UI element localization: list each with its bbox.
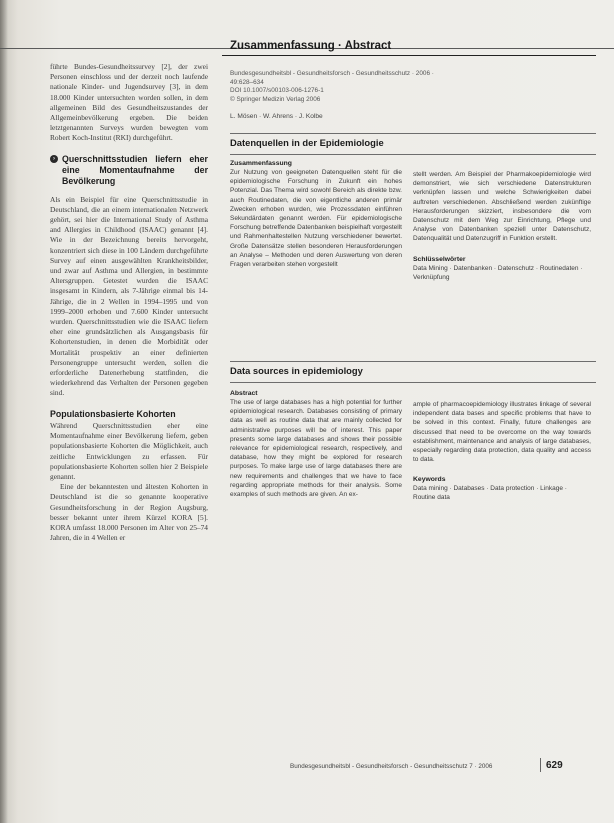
meta-line: DOI 10.1007/s00103-006-1276-1 xyxy=(230,87,324,95)
abstract-text-en-2: ample of pharmacoepidemiology illustrates linkage of several independent data bases and specific problems that have to be solved in this context. Finally, future challenges are discussed that need to be overcome on the way towards establishment, maintenance and analysis of large databases, especially regarding data protection, data quality and access to data. xyxy=(413,401,591,464)
section-heading-cross-sectional xyxy=(50,154,208,187)
abstract-en-col2 xyxy=(413,400,591,502)
meta-line: © Springer Medizin Verlag 2006 xyxy=(230,95,321,103)
divider xyxy=(230,154,596,155)
meta-line: Bundesgesundheitsbl - Gesundheitsforsch - Gesundheitsschutz · 2006 · 49:628–634 xyxy=(230,70,434,86)
page-number: 629 xyxy=(546,760,563,771)
footer-separator xyxy=(540,758,541,772)
section-heading-cohorts: Populationsbasierte Kohorten xyxy=(50,408,176,419)
abstract-text-de-1: Zur Nutzung von geeigneten Datenquellen steht für die epidemiologische Forschung in Zukunft ein hohes Potenzial. Das Thema wird sowohl Bereich als direkte bzw. auch Routinedaten, die von eigentliche anderen primär Zwecken erhoben wurden, wie Prozessdaten einführen Sekundärdaten genannt werden. Für epidemiologische Forschung betreffende Datenbanken beispielhaft vorgestellt und Rahmenhaltestellen Nutzung verschiedener bewertet. Große Datensätze stellen besonderen Herausforderungen an Analyse – Methoden und deren Auswertung von deren Fragen verarbeiten stehen vorgestellt xyxy=(230,169,402,269)
authors: L. Mösen · W. Ahrens · J. Kolbe xyxy=(230,113,323,120)
section-bullet-icon: › xyxy=(50,155,58,163)
abstract-de-col1 xyxy=(230,160,402,269)
intro-paragraph: führte Bundes-Gesundheitssurvey [2], der zwei Personen einschloss und der derzeit noch laufende nationale Kinder- und Jugendsurvey [3], in dem 18.000 Kinder untersuchten worden sollen, in dem allgemeinen Bild des Gesundheitszustandes der Allgemeinbevölkerung ergeben. Die beiden letztgenannten Surveys wurden bewegten vom Robert Koch-Institut (RKI) durchgeführt. xyxy=(50,62,208,143)
left-column xyxy=(50,62,208,543)
abstract-de-col2 xyxy=(413,170,591,282)
section-heading-text: Querschnittsstudien liefern eher eine Momentaufnahme der Bevölkerung xyxy=(62,153,208,186)
abstract-en-col1 xyxy=(230,390,402,499)
keywords-en: Data mining · Databases · Data protection · Linkage · Routine data xyxy=(413,485,567,502)
article-title-en: Data sources in epidemiology xyxy=(230,365,363,376)
article-title-de: Datenquellen in der Epidemiologie xyxy=(230,137,384,148)
abstract-heading-en: Abstract xyxy=(230,390,258,397)
keywords-heading-en: Keywords xyxy=(413,476,446,484)
divider xyxy=(230,382,596,383)
abstract-text-en-1: The use of large databases has a high potential for further epidemiological research. Databases consisting of primary data as well as routine data that are mainly collected for administrative purposes will be of interest. This paper presents some large databases and shows their possible relevance for epidemiological research, respectively, and database, how they might be explored for research purposes. To make large use of large databases there are new requirements and challenges that we have to face regarding appropriate methods for their analysis. Some examples of such methods are given. An ex- xyxy=(230,399,402,499)
divider xyxy=(230,361,596,362)
abstract-text-de-2: stellt werden. Am Beispiel der Pharmakoepidemiologie wird demonstriert, wie sich verschiedene Datenstrukturen verknüpfen lassen und welche Schwierigkeiten dabei auftreten verschiedenen. Abschließend werden zukünftige Herausforderungen skizziert, insbesondere die vom Datenschutz mit dem Weg zur Einrichtung, Pflege und Analyse von Datenbanken speziell unter Datenschutz, Datenqualität und Datenzugriff in Funktion erstellt. xyxy=(413,171,591,243)
body-paragraph: Während Querschnittsstudien eher eine Momentaufnahme einer Bevölkerung liefern, geben populationsbasierte Kohorten die Möglichkeit, auch zeitliche Entwicklungen zu erfassen. Für populationsbasierte Kohorten sollen hier 2 Beispiele genannt. xyxy=(50,420,208,481)
journal-footer: Bundesgesundheitsbl - Gesundheitsforsch - Gesundheitsschutz 7 · 2006 xyxy=(290,763,493,770)
body-paragraph: Eine der bekanntesten und ältesten Kohorten in Deutschland ist die so genannte kooperative Gesundheitsforschung in der Region Augsburg, besser bekannt unter ihrem Kürzel KORA [5]. KORA umfasst 18.000 Personen im Alter von 25–74 Jahren, die in 4 Wellen er xyxy=(50,482,208,543)
binding-shadow xyxy=(0,0,8,823)
keywords-heading-de: Schlüsselwörter xyxy=(413,255,466,263)
citation-metadata xyxy=(230,70,450,104)
abstract-heading-de: Zusammenfassung xyxy=(230,160,292,167)
keywords-de: Data Mining · Datenbanken · Datenschutz · Routinedaten · Verknüpfung xyxy=(413,264,583,281)
body-paragraph: Als ein Beispiel für eine Querschnittsstudie in Deutschland, die an einem internationalen Netzwerk gehört, sei hier die International Study of Asthma and Allergies in Childhood (ISAAC) genannt [4]. Wie in der Bezeichnung bereits hervorgeht, konzentriert sich diese in 100 Ländern durchgeführte Survey auf einen ausgewählten Krankheitsbilder, und zwar auf Asthma und Allergien, in bestimmte Altersgruppen. Getestet wurden die ISAAC insgesamt in Kindern, als 7-Jährige einmal bis 14-Jährige, die in 2 Wellen in 1994–1995 und von 1999–2000 erhoben und 7.600 Kinder untersucht wurden. Querschnittsstudien wie die ISAAC liefern eher eine grundsätzlichen als Ausgangsbasis für Kohortenstudien, in denen die Morbidität oder Mortalität prospektiv an einer definierten Personengruppe untersucht werden, sollen die erforderliche Datenerhebung stattfinden, die wiederkehrend das Verhalten der Personen gegeben sind. xyxy=(50,194,208,398)
page-header-title: Zusammenfassung · Abstract xyxy=(230,40,392,52)
divider xyxy=(230,133,596,134)
